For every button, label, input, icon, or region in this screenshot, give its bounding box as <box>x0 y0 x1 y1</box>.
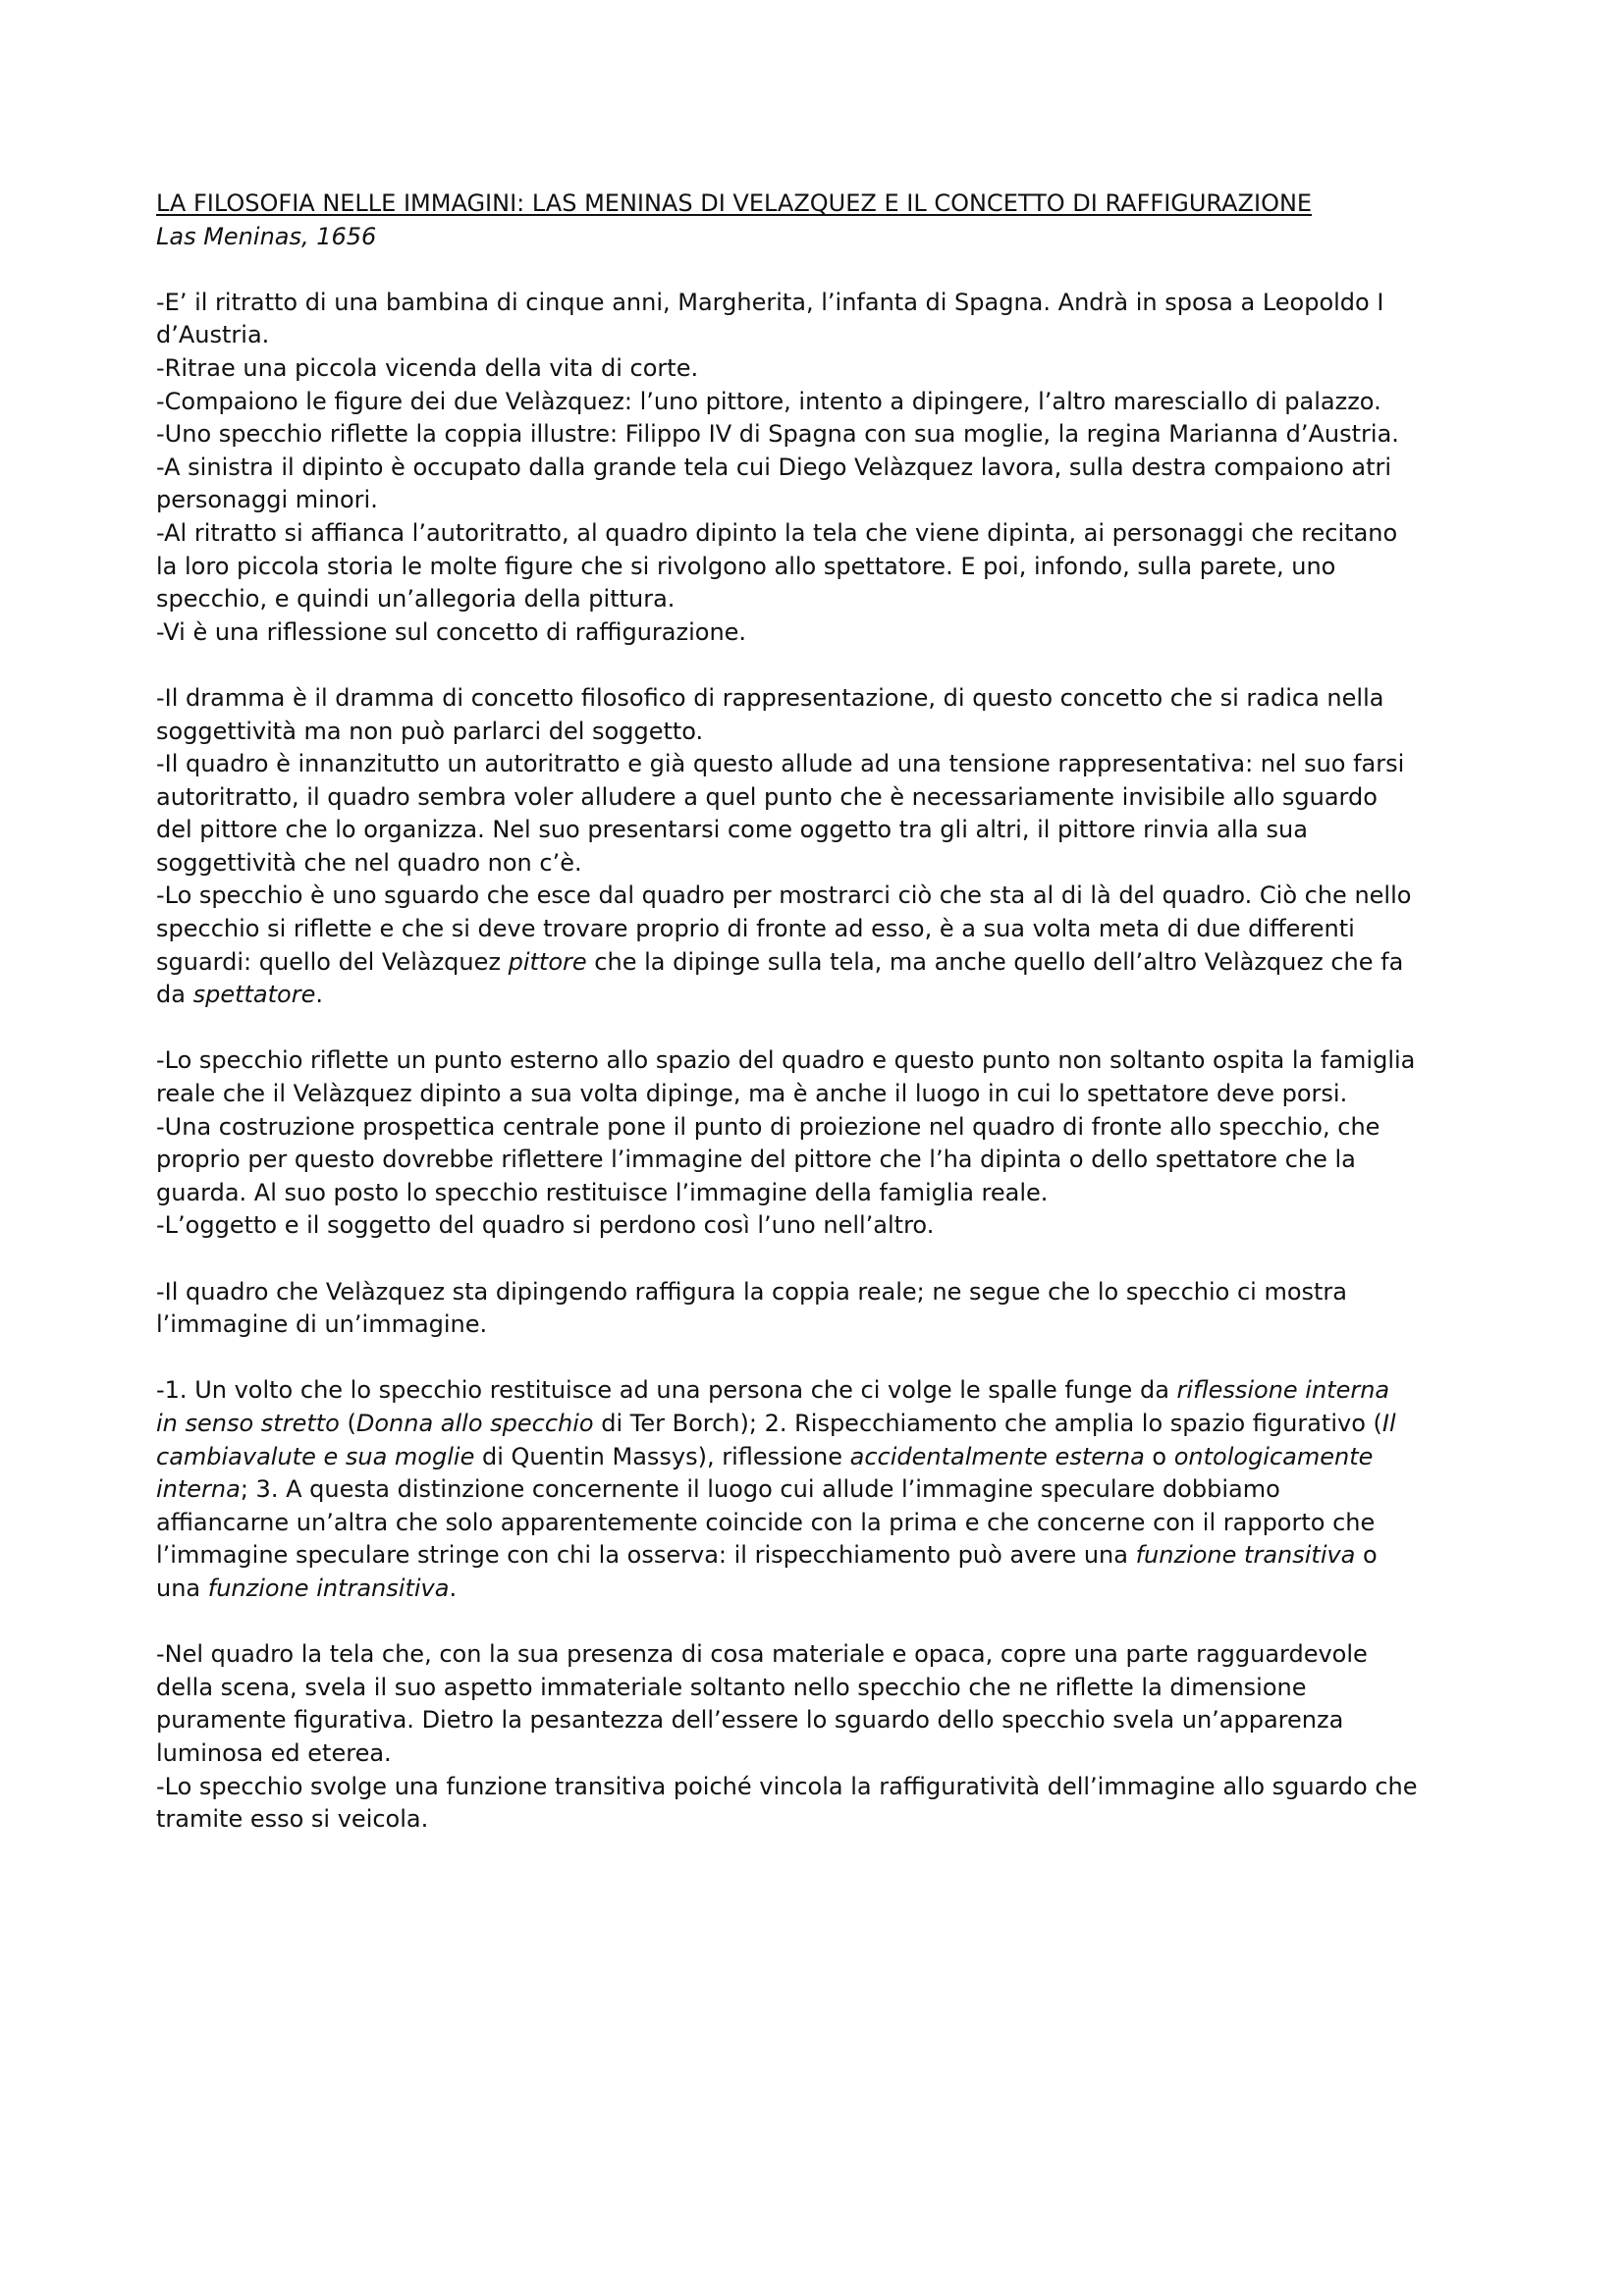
text-line: -Lo specchio riflette un punto esterno allo spazio del quadro e questo punto non soltanto ospita la famiglia <box>156 1046 1416 1075</box>
text-line <box>156 1408 1477 1441</box>
text-run: da <box>156 981 193 1009</box>
spacer <box>156 1606 1477 1639</box>
text-run: o <box>1355 1541 1378 1570</box>
text-run: una <box>156 1574 208 1602</box>
emphasis-run: funzione transitiva <box>1135 1541 1356 1570</box>
emphasis-pittore: pittore <box>508 947 587 976</box>
text-line: -Ritrae una piccola vicenda della vita di corte. <box>156 353 699 382</box>
text-run: ; 3. A questa distinzione concernente il luogo cui allude l’immagine speculare dobbiamo <box>240 1475 1280 1504</box>
text-line: -A sinistra il dipinto è occupato dalla grande tela cui Diego Velàzquez lavora, sulla destra compaiono atri <box>156 453 1392 481</box>
paragraph-1 <box>156 287 1477 650</box>
text-line <box>156 1473 1477 1507</box>
text-line <box>156 979 1477 1012</box>
text-run: o <box>1144 1442 1174 1470</box>
text-line: -Il dramma è il dramma di concetto filosofico di rappresentazione, di questo concetto che si radica nella <box>156 683 1384 712</box>
text-line: -Compaiono le figure dei due Velàzquez: l’uno pittore, intento a dipingere, l’altro maresciallo di palazzo. <box>156 387 1381 415</box>
text-line: -Lo specchio svolge una funzione transitiva poiché vincola la raffiguratività dell’immagine allo sguardo che <box>156 1772 1418 1800</box>
text-line: -Vi è una riflessione sul concetto di raffigurazione. <box>156 617 747 646</box>
emphasis-spettatore: spettatore <box>192 981 316 1009</box>
text-run: . <box>449 1574 458 1602</box>
document-title: LA FILOSOFIA NELLE IMMAGINI: LAS MENINAS DI VELAZQUEZ E IL CONCETTO DI RAFFIGURAZIONE <box>156 189 1313 217</box>
text-line: tramite esso si veicola. <box>156 1805 429 1834</box>
text-line: -Uno specchio riflette la coppia illustre: Filippo IV di Spagna con sua moglie, la regina Marianna d’Austria. <box>156 420 1399 449</box>
text-line: specchio, e quindi un’allegoria della pittura. <box>156 585 676 614</box>
emphasis-run: interna <box>156 1475 241 1504</box>
text-line: -Nel quadro la tela che, con la sua presenza di cosa materiale e opaca, copre una parte ragguardevole <box>156 1640 1368 1669</box>
emphasis-run: Il <box>1381 1409 1396 1437</box>
text-line: specchio si riflette e che si deve trovare proprio di fronte ad esso, è a sua volta meta di due differenti <box>156 915 1355 943</box>
text-line: -Al ritratto si affianca l’autoritratto, al quadro dipinto la tela che viene dipinta, ai personaggi che recitano <box>156 518 1398 547</box>
text-line: -Lo specchio è uno sguardo che esce dal quadro per mostrarci ciò che sta al di là del quadro. Ciò che nello <box>156 881 1412 910</box>
paragraph-2 <box>156 682 1477 1012</box>
text-line: del pittore che lo organizza. Nel suo presentarsi come oggetto tra gli altri, il pittore rinvia alla sua <box>156 816 1308 844</box>
paragraph-4 <box>156 1276 1477 1342</box>
text-line: -Il quadro che Velàzquez sta dipingendo raffigura la coppia reale; ne segue che lo specchio ci mostra <box>156 1277 1347 1306</box>
emphasis-run: ontologicamente <box>1173 1442 1374 1470</box>
paragraph-5 <box>156 1374 1477 1605</box>
text-line <box>156 1374 1477 1408</box>
paragraph-3 <box>156 1044 1477 1243</box>
text-run: . <box>315 981 323 1009</box>
text-line: soggettività ma non può parlarci del soggetto. <box>156 717 704 745</box>
text-run: sguardi: quello del Velàzquez <box>156 947 509 976</box>
spacer <box>156 1342 1477 1375</box>
text-run: di Ter Borch); 2. Rispecchiamento che amplia lo spazio figurativo ( <box>593 1409 1382 1437</box>
text-run: di Quentin Massys), riflessione <box>474 1442 850 1470</box>
text-run: -1. Un volto che lo specchio restituisce ad una persona che ci volge le spalle funge da <box>156 1376 1177 1405</box>
document-subtitle: Las Meninas, 1656 <box>156 222 377 250</box>
spacer <box>156 1243 1477 1276</box>
text-line: proprio per questo dovrebbe riflettere l’immagine del pittore che l’ha dipinta o dello spettatore che la <box>156 1146 1356 1174</box>
text-line <box>156 1539 1477 1573</box>
document-page <box>156 187 1477 1837</box>
text-line: d’Austria. <box>156 321 270 349</box>
text-line <box>156 946 1477 980</box>
paragraph-6 <box>156 1638 1477 1837</box>
emphasis-run: funzione intransitiva <box>207 1574 450 1602</box>
emphasis-run: riflessione interna <box>1176 1376 1390 1405</box>
emphasis-run: cambiavalute e sua moglie <box>156 1442 475 1470</box>
text-line: personaggi minori. <box>156 486 378 514</box>
text-run: ( <box>339 1409 356 1437</box>
emphasis-run: in senso stretto <box>156 1409 340 1437</box>
text-line: -Una costruzione prospettica centrale pone il punto di proiezione nel quadro di fronte allo specchio, che <box>156 1112 1380 1141</box>
spacer <box>156 649 1477 682</box>
text-line <box>156 1441 1477 1474</box>
text-run: che la dipinge sulla tela, ma anche quello dell’altro Velàzquez che fa <box>586 947 1404 976</box>
text-line: -Il quadro è innanzitutto un autoritratto e già questo allude ad una tensione rappresentativa: nel suo farsi <box>156 750 1405 778</box>
spacer <box>156 253 1477 287</box>
text-line: affiancarne un’altra che solo apparentemente coincide con la prima e che concerne con il rapporto che <box>156 1508 1376 1536</box>
text-line: la loro piccola storia le molte figure che si rivolgono allo spettatore. E poi, infondo, sulla parete, uno <box>156 552 1336 580</box>
text-line: della scena, svela il suo aspetto immateriale soltanto nello specchio che ne riflette la dimensione <box>156 1673 1307 1701</box>
text-line: -E’ il ritratto di una bambina di cinque anni, Margherita, l’infanta di Spagna. Andrà in sposa a Leopoldo I <box>156 288 1384 316</box>
emphasis-run: accidentalmente esterna <box>849 1442 1145 1470</box>
text-run: l’immagine speculare stringe con chi la osserva: il rispecchiamento può avere una <box>156 1541 1136 1570</box>
text-line: soggettività che nel quadro non c’è. <box>156 848 582 877</box>
text-line: guarda. Al suo posto lo specchio restituisce l’immagine della famiglia reale. <box>156 1178 1049 1206</box>
text-line: luminosa ed eterea. <box>156 1738 392 1767</box>
text-line: reale che il Velàzquez dipinto a sua volta dipinge, ma è anche il luogo in cui lo spettatore deve porsi. <box>156 1080 1348 1108</box>
text-line: l’immagine di un’immagine. <box>156 1310 488 1339</box>
text-line: autoritratto, il quadro sembra voler alludere a quel punto che è necessariamente invisibile allo sguardo <box>156 782 1378 811</box>
text-line: puramente figurativa. Dietro la pesantezza dell’essere lo sguardo dello specchio svela un’apparenza <box>156 1706 1344 1735</box>
text-line <box>156 1573 1477 1606</box>
emphasis-run: Donna allo specchio <box>355 1409 594 1437</box>
text-line: -L’oggetto e il soggetto del quadro si perdono così l’uno nell’altro. <box>156 1211 935 1240</box>
spacer <box>156 1012 1477 1045</box>
